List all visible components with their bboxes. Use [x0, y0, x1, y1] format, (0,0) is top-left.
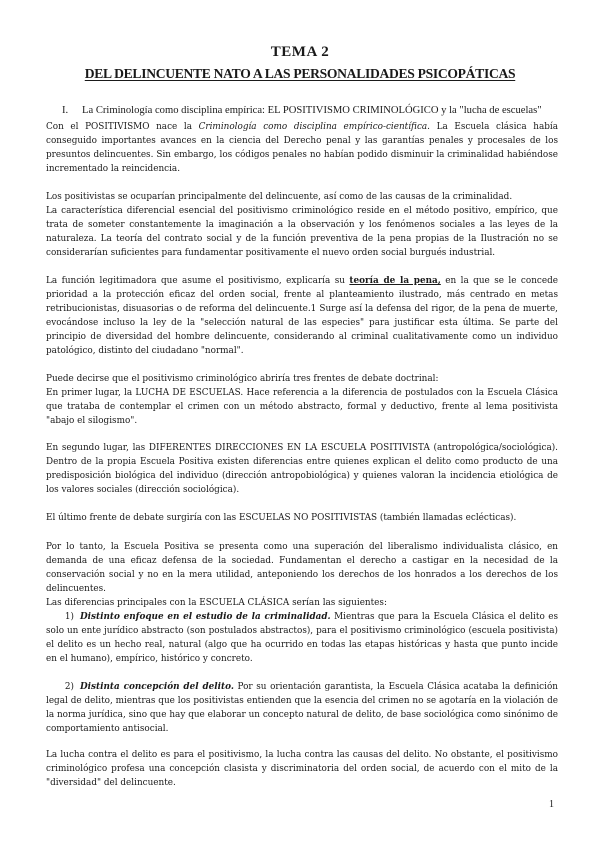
text-run: Por su orientación garantista, la Escuela Clásica acataba la definición legal de delito, mientras que los positivistas entienden que la esencia del crimen no se agotaría en la violación de la norma jurídica, sino que hay que elaborar un concepto natural de delito, de base sociológica como sinónimo de comportamiento antisocial.: [46, 682, 558, 734]
text-run: Con el POSITIVISMO nace la: [46, 122, 199, 132]
text-run: Mientras que para la Escuela Clásica el delito es solo un ente jurídico abstracto (son postulados abstractos), para el positivismo criminológico (escuela positivista) el delito es un hecho real, natural (algo que ha ocurrido en todas las etapas históricas y hasta que punto incide en el humano), empírico, histórico y concreto.: [46, 612, 558, 664]
text-run: La función legitimadora que asume el positivismo, explicaría su: [46, 276, 350, 286]
list-item-2: [46, 680, 558, 736]
page-number: 1: [549, 799, 554, 810]
list-number: 2): [64, 682, 74, 692]
text-run: La Escuela clásica había conseguido importantes avances en la ciencia del Derecho penal y las garantías penales y procesales de los presuntos delincuentes. Sin embargo, los códigos penales no habían podido disminuir la criminalidad habiéndose incrementado la reincidencia.: [46, 122, 558, 174]
underlined-run: teoría de la pena,: [349, 276, 441, 286]
section-heading-text: La Criminología como disciplina empírica: EL POSITIVISMO CRIMINOLÓGICO y la "lucha de escuelas": [82, 105, 542, 116]
paragraph-text: Los positivistas se ocuparían principalmente del delincuente, así como de las causas de la criminalidad.: [46, 192, 513, 202]
italic-run: Distinto enfoque en el estudio de la criminalidad.: [80, 612, 331, 622]
document-title: DEL DELINCUENTE NATO A LAS PERSONALIDADES PSICOPÁTICAS: [84, 66, 516, 81]
paragraph-3: [46, 204, 558, 260]
paragraph-text: En primer lugar, la LUCHA DE ESCUELAS. Hace referencia a la diferencia de postulados con la Escuela Clásica que trataba de contemplar el crimen con un método abstracto, formal y deductivo, frente al lema positivista "abajo el silogismo".: [46, 388, 558, 426]
list-item-1: [46, 610, 558, 666]
section-number: I.: [62, 105, 69, 116]
paragraph-11: [46, 748, 558, 790]
paragraph-2: [46, 190, 558, 204]
paragraph-text: En segundo lugar, las DIFERENTES DIRECCIONES EN LA ESCUELA POSITIVISTA (antropológica/sociológica). Dentro de la propia Escuela Positiva existen diferencias entre quienes explican el delito como producto de una predisposición biológica del individuo (dirección antropobiológica) y quienes valoran la incidencia etiológica de los valores sociales (dirección sociológica).: [46, 443, 558, 495]
paragraph-text: La característica diferencial esencial del positivismo criminológico reside en el método positivo, empírico, que trata de someter constantemente la imaginación a la observación y los fenómenos sociales a las leyes de la naturaleza. La teoría del contrato social y de la función preventiva de la pena propias de la Ilustración no se considerarían suficientes para fundamentar positivamente el nuevo orden social burgués industrial.: [46, 206, 558, 258]
italic-run: Criminología como disciplina empírico-científica.: [198, 122, 430, 132]
paragraph-9: [46, 540, 558, 596]
paragraph-7: [46, 441, 558, 497]
paragraph-5: [46, 372, 558, 386]
paragraph-4: [46, 274, 558, 358]
paragraph-8: [46, 511, 558, 525]
list-number: 1): [64, 612, 74, 622]
tema-label: TEMA 2: [270, 44, 330, 60]
paragraph-text: El último frente de debate surgiría con las ESCUELAS NO POSITIVISTAS (también llamadas eclécticas).: [46, 513, 517, 523]
paragraph-text: La lucha contra el delito es para el positivismo, la lucha contra las causas del delito. No obstante, el positivismo criminológico profesa una concepción clasista y discriminatoria del orden social, de acuerdo con el mito de la "diversidad" del delincuente.: [46, 750, 558, 788]
italic-run: Distinta concepción del delito.: [80, 682, 234, 692]
text-run: en la que se le concede prioridad a la protección eficaz del orden social, frente al planteamiento ilustrado, más centrado en metas retribucionistas, disuasorias o de reforma del delincuente.1 Surge así la defensa del rigor, de la pena de muerte, evocándose incluso la ley de la "selección natural de las especies" para justificar esta última. Se parte del principio de diversidad del hombre delincuente, considerando al criminal cualitativamente como un individuo patológico, distinto del ciudadano "normal".: [46, 276, 558, 356]
section-heading: [62, 105, 582, 116]
paragraph-text: Puede decirse que el positivismo criminológico abriría tres frentes de debate doctrinal:: [46, 374, 439, 384]
paragraph-10: [46, 596, 558, 610]
paragraph-1: [46, 120, 558, 176]
paragraph-6: [46, 386, 558, 428]
paragraph-text: Las diferencias principales con la ESCUELA CLÁSICA serían las siguientes:: [46, 598, 387, 608]
paragraph-text: Por lo tanto, la Escuela Positiva se presenta como una superación del liberalismo individualista clásico, en demanda de una eficaz defensa de la sociedad. Fundamentan el derecho a castigar en la necesidad de la conservación social y no en la mera utilidad, anteponiendo los derechos de los honrados a los derechos de los delincuentes.: [46, 542, 558, 594]
